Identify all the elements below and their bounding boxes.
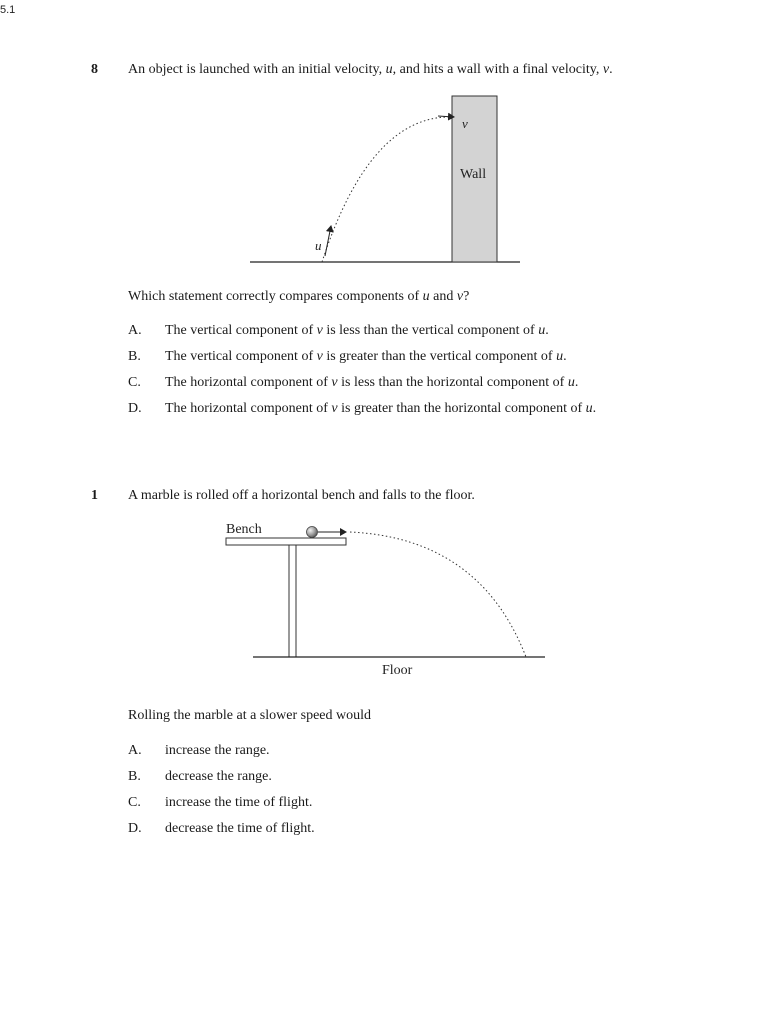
projectile-wall-diagram bbox=[0, 0, 768, 300]
floor-label: Floor bbox=[382, 663, 413, 678]
v-label: v bbox=[462, 116, 468, 131]
stem-text: . bbox=[609, 62, 613, 77]
option-text: The horizontal component of bbox=[165, 375, 332, 390]
option-text: is less than the vertical component of bbox=[322, 323, 539, 338]
option-text: decrease the range. bbox=[165, 769, 272, 784]
option-b[interactable] bbox=[128, 769, 272, 785]
prompt-text: and bbox=[429, 289, 457, 304]
stem-var-v: v bbox=[602, 62, 610, 77]
option-text: is greater than the vertical component of bbox=[322, 349, 557, 364]
prompt-text: ? bbox=[463, 289, 470, 304]
option-c[interactable] bbox=[128, 375, 578, 391]
option-text: is greater than the horizontal component of bbox=[337, 401, 586, 416]
option-text: The vertical component of bbox=[165, 323, 317, 338]
option-d[interactable] bbox=[128, 401, 596, 417]
option-var: u bbox=[567, 375, 575, 390]
bench-label: Bench bbox=[226, 522, 262, 537]
velocity-u-arrow bbox=[325, 226, 331, 256]
bench-top bbox=[226, 538, 346, 545]
option-text: decrease the time of flight. bbox=[165, 821, 315, 836]
option-var: v bbox=[316, 323, 323, 338]
option-var: u bbox=[538, 323, 546, 338]
trajectory-path bbox=[322, 117, 452, 262]
question-1-stem: A marble is rolled off a horizontal bench and falls to the floor. bbox=[128, 488, 475, 503]
u-label: u bbox=[315, 238, 322, 253]
stem-text: , and hits a wall with a final velocity, bbox=[392, 62, 603, 77]
option-var: u bbox=[585, 401, 593, 416]
question-8-prompt bbox=[128, 289, 469, 305]
bench-leg bbox=[289, 545, 296, 657]
option-b[interactable] bbox=[128, 349, 567, 365]
option-var: v bbox=[331, 401, 338, 416]
option-letter: B. bbox=[128, 349, 141, 364]
option-letter: B. bbox=[128, 769, 141, 784]
stem-text: An object is launched with an initial velocity, bbox=[128, 62, 386, 77]
option-var: v bbox=[331, 375, 338, 390]
page-label: 5.1 bbox=[0, 4, 16, 16]
prompt-var-u: u bbox=[422, 289, 430, 304]
option-letter: D. bbox=[128, 821, 142, 836]
option-text: . bbox=[592, 401, 597, 416]
prompt-text: Which statement correctly compares components of bbox=[128, 289, 423, 304]
option-text: The horizontal component of bbox=[165, 401, 332, 416]
option-text: is less than the horizontal component of bbox=[337, 375, 568, 390]
option-d[interactable] bbox=[128, 821, 315, 837]
marble-bench-diagram bbox=[0, 500, 768, 690]
stem-var-u: u bbox=[385, 62, 393, 77]
marble bbox=[307, 527, 318, 538]
option-a[interactable] bbox=[128, 743, 270, 759]
option-c[interactable] bbox=[128, 795, 312, 811]
option-letter: C. bbox=[128, 795, 141, 810]
prompt-var-v: v bbox=[456, 289, 464, 304]
option-text: increase the range. bbox=[165, 743, 270, 758]
option-letter: A. bbox=[128, 323, 142, 338]
question-1-number: 1 bbox=[91, 488, 98, 503]
option-text: . bbox=[563, 349, 567, 364]
option-text: . bbox=[545, 323, 549, 338]
question-1-prompt: Rolling the marble at a slower speed would bbox=[128, 708, 371, 723]
option-text: The vertical component of bbox=[165, 349, 317, 364]
question-8-number: 8 bbox=[91, 62, 98, 77]
option-letter: D. bbox=[128, 401, 142, 416]
marble-trajectory bbox=[350, 532, 526, 657]
option-var: u bbox=[556, 349, 564, 364]
option-text: increase the time of flight. bbox=[165, 795, 313, 810]
option-text: . bbox=[574, 375, 579, 390]
option-letter: C. bbox=[128, 375, 141, 390]
wall-label: Wall bbox=[460, 167, 487, 182]
option-a[interactable] bbox=[128, 323, 549, 339]
option-var: v bbox=[316, 349, 323, 364]
option-letter: A. bbox=[128, 743, 142, 758]
